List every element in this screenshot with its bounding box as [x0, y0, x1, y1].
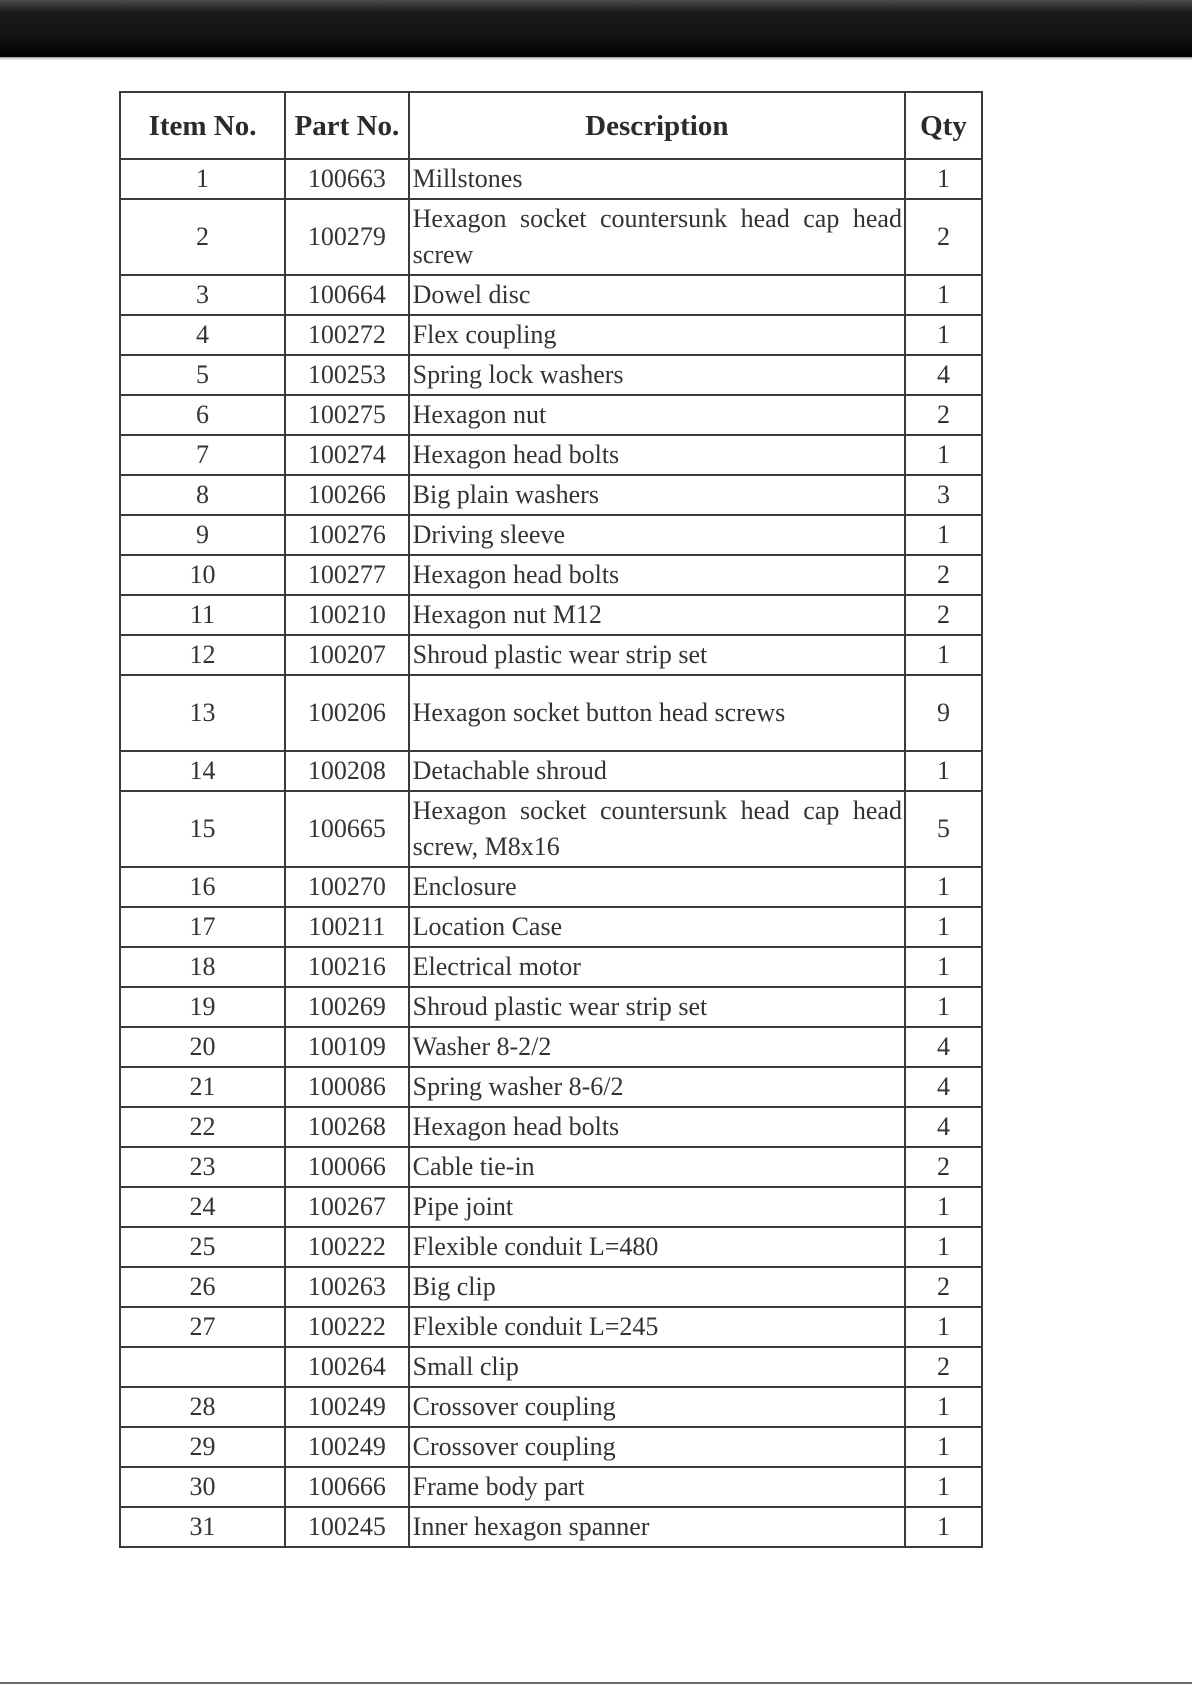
- cell-item-no: 9: [120, 515, 285, 555]
- cell-part-no: 100272: [285, 315, 409, 355]
- cell-part-no: 100210: [285, 595, 409, 635]
- cell-item-no: 20: [120, 1027, 285, 1067]
- parts-table-body: [120, 159, 982, 1547]
- cell-description: Crossover coupling: [409, 1387, 905, 1427]
- cell-qty: 1: [905, 987, 982, 1027]
- table-row: [120, 275, 982, 315]
- table-row: [120, 555, 982, 595]
- cell-part-no: 100279: [285, 199, 409, 275]
- cell-item-no: 5: [120, 355, 285, 395]
- cell-part-no: 100267: [285, 1187, 409, 1227]
- cell-item-no: 10: [120, 555, 285, 595]
- cell-description: Hexagon socket button head screws: [409, 675, 905, 751]
- cell-item-no: 6: [120, 395, 285, 435]
- cell-description: Cable tie-in: [409, 1147, 905, 1187]
- cell-part-no: 100249: [285, 1427, 409, 1467]
- cell-description: Detachable shroud: [409, 751, 905, 791]
- cell-description: Inner hexagon spanner: [409, 1507, 905, 1547]
- table-row: [120, 355, 982, 395]
- cell-item-no: 15: [120, 791, 285, 867]
- cell-description: Big plain washers: [409, 475, 905, 515]
- cell-qty: 1: [905, 159, 982, 199]
- cell-item-no: 21: [120, 1067, 285, 1107]
- cell-part-no: 100207: [285, 635, 409, 675]
- cell-part-no: 100277: [285, 555, 409, 595]
- cell-item-no: 25: [120, 1227, 285, 1267]
- table-row: [120, 987, 982, 1027]
- cell-item-no: 1: [120, 159, 285, 199]
- table-row: [120, 675, 982, 751]
- cell-description: Big clip: [409, 1267, 905, 1307]
- cell-qty: 4: [905, 1027, 982, 1067]
- cell-qty: 1: [905, 315, 982, 355]
- cell-description: Spring washer 8-6/2: [409, 1067, 905, 1107]
- cell-description: Shroud plastic wear strip set: [409, 635, 905, 675]
- header-item-no: Item No.: [120, 92, 285, 159]
- top-header-bar: [0, 0, 1192, 57]
- table-row: [120, 907, 982, 947]
- cell-item-no: 3: [120, 275, 285, 315]
- cell-qty: 1: [905, 1187, 982, 1227]
- cell-part-no: 100664: [285, 275, 409, 315]
- cell-part-no: 100268: [285, 1107, 409, 1147]
- cell-description: Electrical motor: [409, 947, 905, 987]
- cell-item-no: 27: [120, 1307, 285, 1347]
- cell-item-no: 23: [120, 1147, 285, 1187]
- cell-description: Hexagon nut M12: [409, 595, 905, 635]
- cell-description: Flexible conduit L=245: [409, 1307, 905, 1347]
- cell-part-no: 100264: [285, 1347, 409, 1387]
- cell-qty: 1: [905, 1387, 982, 1427]
- cell-description: Millstones: [409, 159, 905, 199]
- cell-description: Hexagon head bolts: [409, 555, 905, 595]
- cell-part-no: 100253: [285, 355, 409, 395]
- cell-part-no: 100269: [285, 987, 409, 1027]
- table-row: [120, 1107, 982, 1147]
- header-qty: Qty: [905, 92, 982, 159]
- cell-qty: 1: [905, 947, 982, 987]
- cell-item-no: 29: [120, 1427, 285, 1467]
- cell-item-no: 11: [120, 595, 285, 635]
- cell-part-no: 100216: [285, 947, 409, 987]
- cell-item-no: 28: [120, 1387, 285, 1427]
- cell-description: Dowel disc: [409, 275, 905, 315]
- cell-description: Hexagon head bolts: [409, 435, 905, 475]
- cell-qty: 5: [905, 791, 982, 867]
- table-row: [120, 515, 982, 555]
- cell-qty: 1: [905, 867, 982, 907]
- table-row: [120, 435, 982, 475]
- header-description: Description: [409, 92, 905, 159]
- cell-item-no: 31: [120, 1507, 285, 1547]
- cell-description: Location Case: [409, 907, 905, 947]
- cell-item-no: 7: [120, 435, 285, 475]
- cell-description: Spring lock washers: [409, 355, 905, 395]
- cell-qty: 1: [905, 1427, 982, 1467]
- cell-qty: 4: [905, 1107, 982, 1147]
- cell-part-no: 100208: [285, 751, 409, 791]
- table-row: [120, 595, 982, 635]
- cell-qty: 1: [905, 515, 982, 555]
- cell-part-no: 100222: [285, 1227, 409, 1267]
- cell-part-no: 100276: [285, 515, 409, 555]
- cell-description: Flex coupling: [409, 315, 905, 355]
- table-row: [120, 1507, 982, 1547]
- cell-description: Pipe joint: [409, 1187, 905, 1227]
- cell-qty: 1: [905, 635, 982, 675]
- cell-part-no: 100066: [285, 1147, 409, 1187]
- table-row: [120, 1347, 982, 1387]
- table-row: [120, 947, 982, 987]
- cell-qty: 1: [905, 907, 982, 947]
- cell-description: Enclosure: [409, 867, 905, 907]
- table-row: [120, 1147, 982, 1187]
- cell-item-no: 22: [120, 1107, 285, 1147]
- table-row: [120, 159, 982, 199]
- table-row: [120, 1027, 982, 1067]
- table-row: [120, 475, 982, 515]
- table-row: [120, 315, 982, 355]
- cell-item-no: 18: [120, 947, 285, 987]
- table-row: [120, 751, 982, 791]
- cell-item-no: 30: [120, 1467, 285, 1507]
- cell-item-no: 14: [120, 751, 285, 791]
- table-row: [120, 1227, 982, 1267]
- cell-description: Small clip: [409, 1347, 905, 1387]
- cell-part-no: 100266: [285, 475, 409, 515]
- cell-qty: 2: [905, 199, 982, 275]
- table-row: [120, 1427, 982, 1467]
- cell-part-no: 100665: [285, 791, 409, 867]
- cell-qty: 2: [905, 395, 982, 435]
- cell-qty: 2: [905, 1267, 982, 1307]
- cell-qty: 1: [905, 275, 982, 315]
- cell-part-no: 100274: [285, 435, 409, 475]
- cell-item-no: 13: [120, 675, 285, 751]
- cell-description: Hexagon socket countersunk head cap head screw: [409, 199, 905, 275]
- bottom-divider: [0, 1682, 1192, 1684]
- cell-part-no: 100275: [285, 395, 409, 435]
- cell-qty: 2: [905, 595, 982, 635]
- cell-qty: 2: [905, 1147, 982, 1187]
- cell-qty: 1: [905, 1307, 982, 1347]
- cell-item-no: [120, 1347, 285, 1387]
- cell-description: Crossover coupling: [409, 1427, 905, 1467]
- cell-item-no: 2: [120, 199, 285, 275]
- table-row: [120, 1067, 982, 1107]
- cell-part-no: 100663: [285, 159, 409, 199]
- cell-qty: 2: [905, 555, 982, 595]
- cell-qty: 4: [905, 1067, 982, 1107]
- cell-qty: 1: [905, 1227, 982, 1267]
- cell-qty: 1: [905, 1507, 982, 1547]
- cell-part-no: 100245: [285, 1507, 409, 1547]
- cell-description: Frame body part: [409, 1467, 905, 1507]
- cell-qty: 1: [905, 751, 982, 791]
- cell-qty: 3: [905, 475, 982, 515]
- cell-qty: 4: [905, 355, 982, 395]
- cell-description: Hexagon head bolts: [409, 1107, 905, 1147]
- cell-description: Washer 8-2/2: [409, 1027, 905, 1067]
- cell-item-no: 4: [120, 315, 285, 355]
- cell-description: Driving sleeve: [409, 515, 905, 555]
- table-row: [120, 1467, 982, 1507]
- cell-qty: 2: [905, 1347, 982, 1387]
- cell-item-no: 24: [120, 1187, 285, 1227]
- cell-item-no: 17: [120, 907, 285, 947]
- cell-item-no: 26: [120, 1267, 285, 1307]
- cell-part-no: 100109: [285, 1027, 409, 1067]
- cell-item-no: 19: [120, 987, 285, 1027]
- cell-part-no: 100206: [285, 675, 409, 751]
- cell-part-no: 100666: [285, 1467, 409, 1507]
- table-row: [120, 395, 982, 435]
- parts-list-table: [119, 91, 983, 1548]
- cell-description: Flexible conduit L=480: [409, 1227, 905, 1267]
- cell-part-no: 100270: [285, 867, 409, 907]
- table-row: [120, 1187, 982, 1227]
- cell-part-no: 100211: [285, 907, 409, 947]
- table-row: [120, 1387, 982, 1427]
- table-row: [120, 635, 982, 675]
- cell-item-no: 8: [120, 475, 285, 515]
- cell-part-no: 100263: [285, 1267, 409, 1307]
- cell-item-no: 12: [120, 635, 285, 675]
- table-row: [120, 791, 982, 867]
- cell-item-no: 16: [120, 867, 285, 907]
- header-part-no: Part No.: [285, 92, 409, 159]
- cell-qty: 1: [905, 1467, 982, 1507]
- table-header-row: [120, 92, 982, 159]
- header-bar-edge: [0, 57, 1192, 60]
- cell-description: Hexagon nut: [409, 395, 905, 435]
- cell-description: Hexagon socket countersunk head cap head screw, M8x16: [409, 791, 905, 867]
- table-row: [120, 1267, 982, 1307]
- table-row: [120, 1307, 982, 1347]
- cell-part-no: 100222: [285, 1307, 409, 1347]
- cell-qty: 1: [905, 435, 982, 475]
- cell-description: Shroud plastic wear strip set: [409, 987, 905, 1027]
- table-row: [120, 867, 982, 907]
- cell-part-no: 100086: [285, 1067, 409, 1107]
- cell-qty: 9: [905, 675, 982, 751]
- table-row: [120, 199, 982, 275]
- cell-part-no: 100249: [285, 1387, 409, 1427]
